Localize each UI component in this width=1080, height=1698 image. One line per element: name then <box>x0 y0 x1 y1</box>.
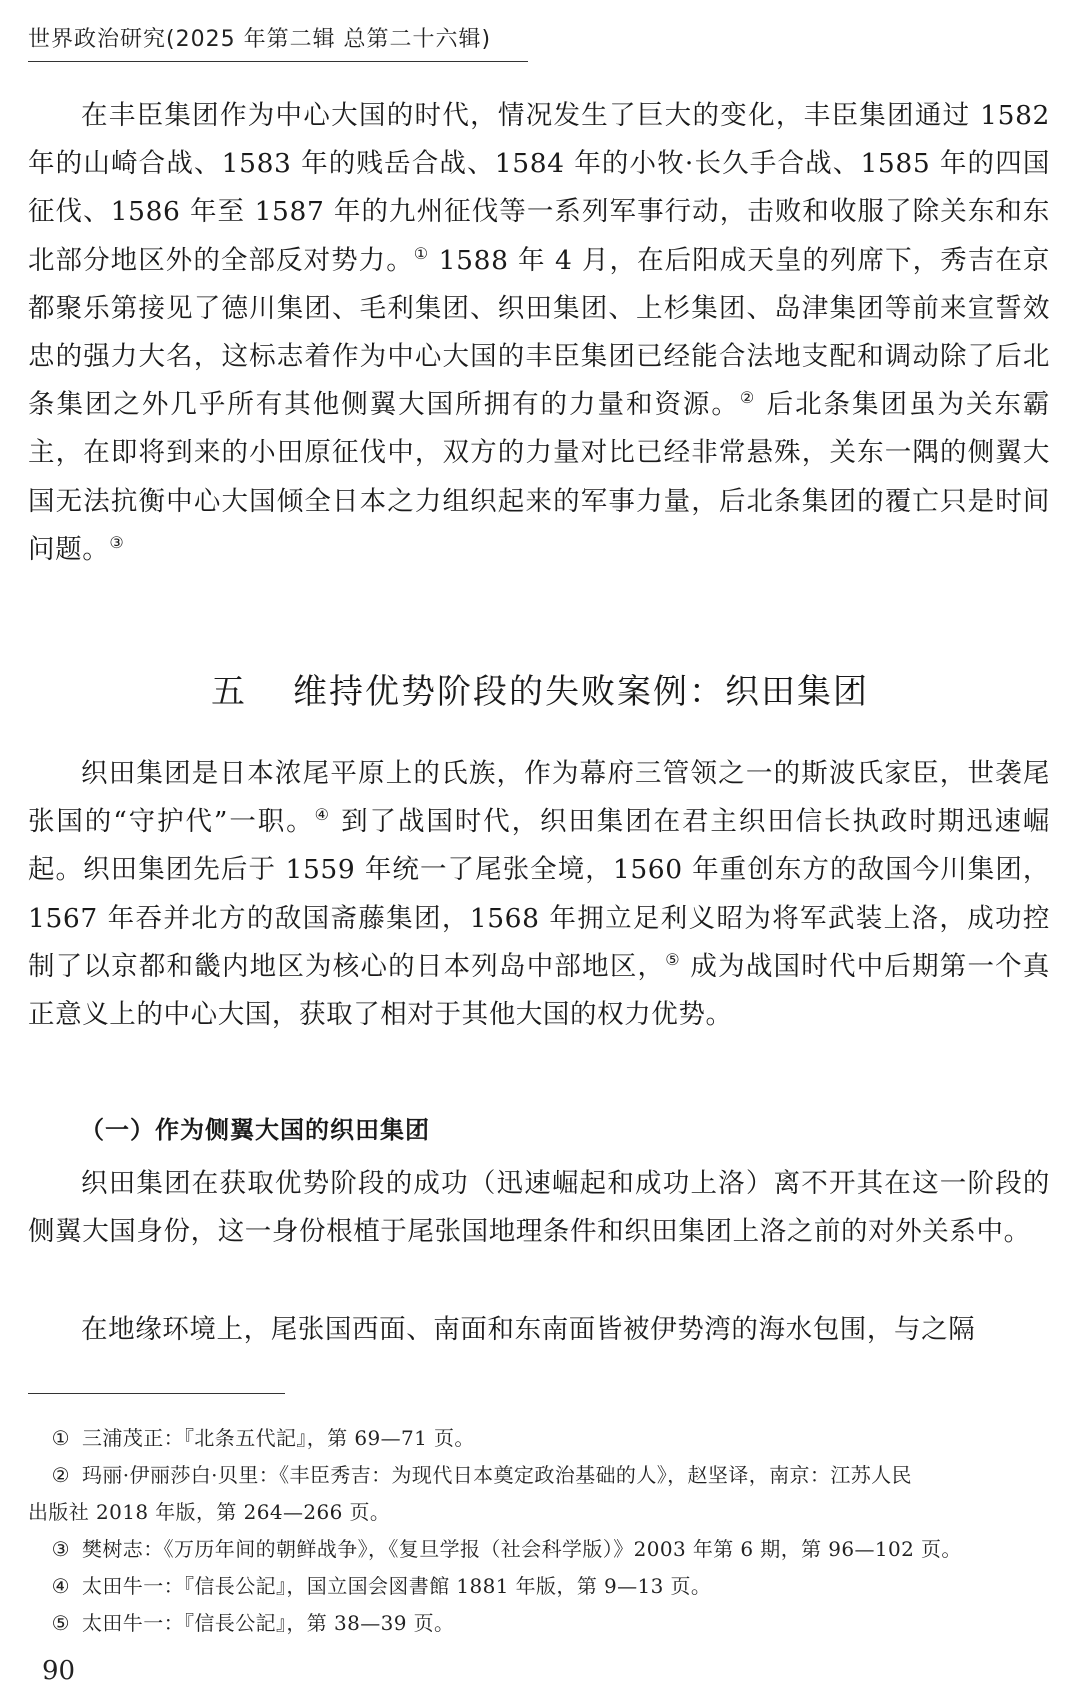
footnote-text-continued: 出版社 2018 年版，第 264—266 页。 <box>28 1500 391 1524</box>
footnote-text: 樊树志：《万历年间的朝鲜战争》，《复旦学报（社会科学版）》2003 年第 6 期，第 96—102 页。 <box>82 1537 962 1561</box>
paragraph-1-text-c: 后北条集团虽为关东霸主，在即将到来的小田原征伐中，双方的力量对比已经非常悬殊，关东一隅的侧翼大国无法抗衡中心大国倾全日本之力组织起来的军事力量，后北条集团的覆亡只是时间问题。 <box>28 389 1050 565</box>
paragraph-1-text-b: 1588 年 4 月，在后阳成天皇的列席下，秀吉在京都聚乐第接见了德川集团、毛利集团、织田集团、上杉集团、岛津集团等前来宣誓效忠的强力大名，这标志着作为中心大国的丰臣集团已经能合法地支配和调动除了后北条集团之外几乎所有其他侧翼大国所拥有的力量和资源。 <box>28 244 1050 421</box>
footnote-divider <box>28 1393 285 1394</box>
footnote-mark: ③ <box>51 1537 70 1561</box>
footnote-2 <box>28 1457 1050 1531</box>
footnote-4 <box>28 1568 1050 1605</box>
footnotes <box>28 1420 1050 1642</box>
section-number: 五 <box>211 672 247 712</box>
paragraph-2-text-b: 到了战国时代，织田集团在君主织田信长执政时期迅速崛起。织田集团先后于 1559 年统一了尾张全境，1560 年重创东方的敌国今川集团，1567 年吞并北方的敌国斋藤集团，1568 年拥立足利义昭为将军武装上洛，成功控制了以京都和畿内地区为核心的日本列岛中部地区， <box>28 806 1050 982</box>
footnote-5 <box>28 1605 1050 1642</box>
footnote-text: 玛丽·伊丽莎白·贝里：《丰臣秀吉：为现代日本奠定政治基础的人》，赵坚译，南京：江苏人民 <box>82 1463 912 1487</box>
footnote-mark: ⑤ <box>51 1611 70 1635</box>
footnote-1 <box>28 1420 1050 1457</box>
paragraph-1 <box>28 92 1050 574</box>
paragraph-2-text-c: 成为战国时代中后期第一个真正意义上的中心大国，获取了相对于其他大国的权力优势。 <box>28 950 1050 1031</box>
footnote-ref-2[interactable]: ② <box>739 388 757 408</box>
running-header: 世界政治研究(2025 年第二辑 总第二十六辑) <box>28 22 528 62</box>
footnote-ref-4[interactable]: ④ <box>314 805 331 825</box>
footnote-3 <box>28 1531 1050 1568</box>
footnote-ref-5[interactable]: ⑤ <box>665 949 681 969</box>
section-heading <box>0 664 1080 713</box>
footnote-mark: ④ <box>51 1574 70 1598</box>
paragraph-4 <box>28 1306 1050 1354</box>
footnote-mark: ② <box>51 1463 70 1487</box>
footnote-ref-1[interactable]: ① <box>413 243 430 263</box>
footnote-ref-3[interactable]: ③ <box>109 532 125 552</box>
paragraph-2-text: 织田集团是日本浓尾平原上的氏族，作为幕府三管领之一的斯波氏家臣，世袭尾张国的“守护代”一职。 <box>28 758 1050 838</box>
footnote-text: 三浦茂正：『北条五代記』，第 69—71 页。 <box>82 1426 475 1450</box>
footnote-text: 太田牛一：『信長公記』，第 38—39 页。 <box>82 1611 455 1635</box>
footnote-text: 太田牛一：『信長公記』，国立国会図書館 1881 年版，第 9—13 页。 <box>82 1574 712 1598</box>
page-number: 90 <box>42 1656 76 1686</box>
paragraph-4-text: 在地缘环境上，尾张国西面、南面和东南面皆被伊势湾的海水包围，与之隔 <box>81 1314 976 1345</box>
paragraph-3 <box>28 1160 1050 1256</box>
paragraph-2 <box>28 750 1050 1039</box>
section-title: 维持优势阶段的失败案例：织田集团 <box>293 672 869 712</box>
footnote-mark: ① <box>51 1426 70 1450</box>
subsection-heading: （一）作为侧翼大国的织田集团 <box>80 1116 430 1144</box>
paragraph-3-text: 织田集团在获取优势阶段的成功（迅速崛起和成功上洛）离不开其在这一阶段的侧翼大国身份，这一身份根植于尾张国地理条件和织田集团上洛之前的对外关系中。 <box>28 1168 1050 1248</box>
paragraph-1-text: 在丰臣集团作为中心大国的时代，情况发生了巨大的变化，丰臣集团通过 1582 年的山崎合战、1583 年的贱岳合战、1584 年的小牧·长久手合战、1585 年的四国征伐、1586 年至 1587 年的九州征伐等一系列军事行动，击败和收服了除关东和东北部分地区外的全部反对势力。 <box>28 100 1050 276</box>
